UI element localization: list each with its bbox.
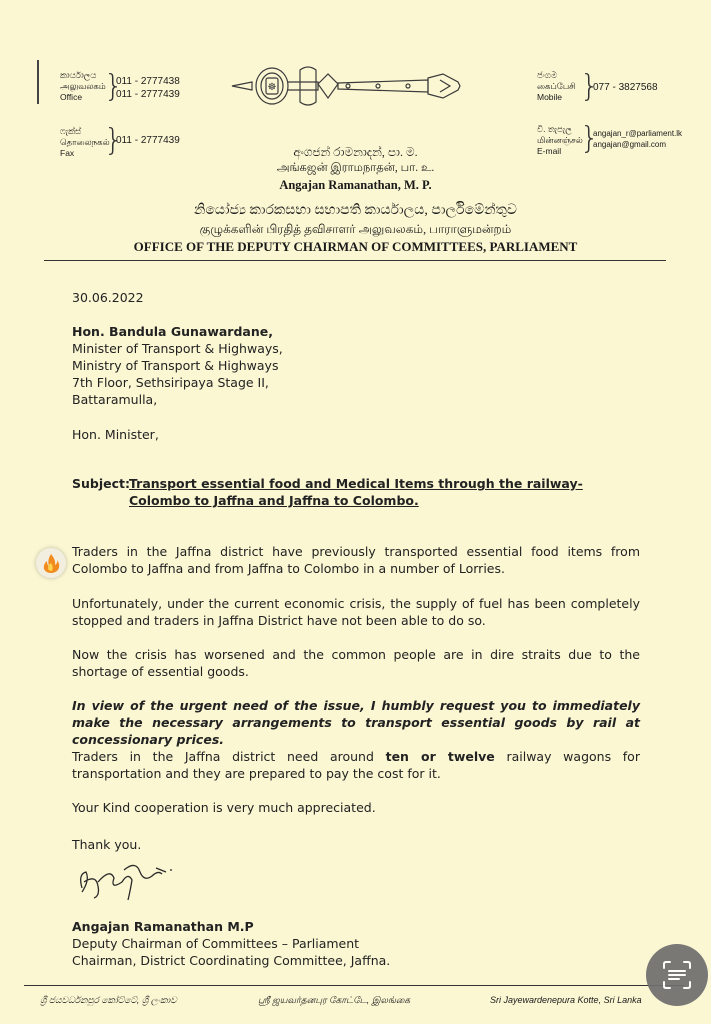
fax-brace: }: [104, 123, 124, 158]
salutation: Hon. Minister,: [72, 427, 159, 442]
fax-label-en: Fax: [60, 148, 75, 158]
paragraph-5: [72, 748, 640, 782]
svg-text:☸: ☸: [267, 82, 277, 93]
paragraph-5-text-a: Traders in the Jaffna district need around: [72, 749, 386, 764]
recipient-line-1: Minister of Transport & Highways,: [72, 341, 283, 356]
header-divider: [44, 260, 666, 261]
footer-divider: [24, 985, 684, 986]
letter-date: 30.06.2022: [72, 290, 144, 305]
office-english: OFFICE OF THE DEPUTY CHAIRMAN OF COMMITTEES, PARLIAMENT: [133, 239, 578, 254]
email-2: angajan@gmail.com: [593, 140, 667, 149]
footer-address-sinhala: ශ්‍රී ජයවර්ධනපුර කෝට්ටේ, ශ්‍රී ලංකාව: [40, 995, 177, 1005]
office-label-si: කාර්යාලය: [60, 70, 97, 80]
office-phone-2: 011 - 2777439: [116, 89, 180, 100]
signer-title-2: Chairman, District Coordinating Committee, Jaffna.: [72, 953, 391, 968]
footer-address-tamil: ஸ்ரீ ஜயவர்தனபுர கோட்டே, இலங்கை: [258, 995, 411, 1005]
email-label-en: E-mail: [537, 146, 562, 156]
subject-label: Subject:: [72, 476, 130, 491]
fax-label-si: ෆැක්ස්: [60, 126, 82, 136]
parliament-mace-emblem: [228, 60, 468, 110]
flame-icon: [36, 548, 66, 578]
mobile-label-si: ජංගම: [537, 70, 558, 80]
handwritten-signature: [70, 852, 180, 904]
signer-title-1: Deputy Chairman of Committees – Parliament: [72, 936, 360, 951]
mobile-phone: 077 - 3827568: [593, 82, 658, 93]
fax-label-ta: தொலைநகல்: [60, 137, 110, 147]
office-label-en: Office: [60, 92, 83, 102]
office-brace: }: [104, 69, 124, 104]
paragraph-2: Unfortunately, under the current economic crisis, the supply of fuel has been completely stopped and traders in Jaffna District have not been able to do so.: [72, 596, 640, 628]
recipient-address: [72, 323, 283, 408]
office-sinhala: නියෝජ්‍ය කාරකසභා සභාපති කාර්යාලය, පාර්ලිමේන්තුව: [193, 203, 517, 218]
recipient-name: Hon. Bandula Gunawardane,: [72, 324, 273, 339]
paragraph-1: Traders in the Jaffna district have previously transported essential food items from Colombo to Jaffna and from Jaffna to Colombo in a number of Lorries.: [72, 544, 640, 576]
paragraph-3: Now the crisis has worsened and the common people are in dire straits due to the shortage of essential goods.: [72, 647, 640, 679]
footer-address-english: Sri Jayewardenepura Kotte, Sri Lanka: [490, 995, 642, 1005]
signer-name: Angajan Ramanathan M.P: [72, 919, 254, 934]
paragraph-5-bold: ten or twelve: [385, 749, 495, 764]
email-label-ta: மின்னஞ்சல்: [537, 135, 583, 145]
scan-text-icon: [646, 944, 708, 1006]
mobile-label-ta: கைப்பேசி: [537, 81, 576, 91]
paragraph-6: Your Kind cooperation is very much appreciated.: [72, 800, 376, 815]
paragraph-4: In view of the urgent need of the issue, I humbly request you to immediately make the necessary arrangements to transport essential goods by rail at concessionary prices.: [72, 698, 640, 747]
header-left-bar: [37, 60, 39, 104]
recipient-line-3: 7th Floor, Sethsiripaya Stage II,: [72, 375, 269, 390]
office-label-ta: அலுவலகம்: [60, 81, 106, 91]
signature-block: [72, 918, 390, 969]
subject-line-2: Colombo to Jaffna and Jaffna to Colombo.: [129, 493, 419, 508]
name-english: Angajan Ramanathan, M. P.: [279, 178, 432, 192]
recipient-line-4: Battaramulla,: [72, 392, 158, 407]
scan-text-button[interactable]: [646, 944, 708, 1006]
subject-line-1: Transport essential food and Medical Items through the railway-: [129, 476, 583, 491]
mobile-label-en: Mobile: [537, 92, 563, 102]
paragraph-5-text-b: railway wagons for transportation and they are prepared to pay the cost for it.: [72, 749, 640, 781]
email-1: angajan_r@parliament.lk: [593, 129, 683, 138]
fax-phone: 011 - 2777439: [116, 135, 180, 146]
name-tamil: அங்கஜன் இராமநாதன், பா. உ.: [276, 162, 435, 174]
floating-fire-button[interactable]: [36, 548, 66, 578]
email-label-si: වි. තැපැල: [537, 124, 572, 134]
mobile-label: [537, 70, 576, 103]
mobile-brace: }: [580, 69, 600, 104]
recipient-line-2: Ministry of Transport & Highways: [72, 358, 279, 373]
office-phone-1: 011 - 2777438: [116, 76, 180, 87]
closing: Thank you.: [72, 837, 142, 852]
office-label: [60, 70, 106, 103]
email-brace: }: [580, 121, 600, 156]
name-sinhala: අංගජන් රාමනාදන්, පා. ම.: [293, 145, 418, 159]
office-phones: [116, 75, 180, 101]
office-tamil: குழுக்களின் பிரதித் தவிசாளர் அலுவலகம், பாராளுமன்றம்: [199, 222, 512, 236]
